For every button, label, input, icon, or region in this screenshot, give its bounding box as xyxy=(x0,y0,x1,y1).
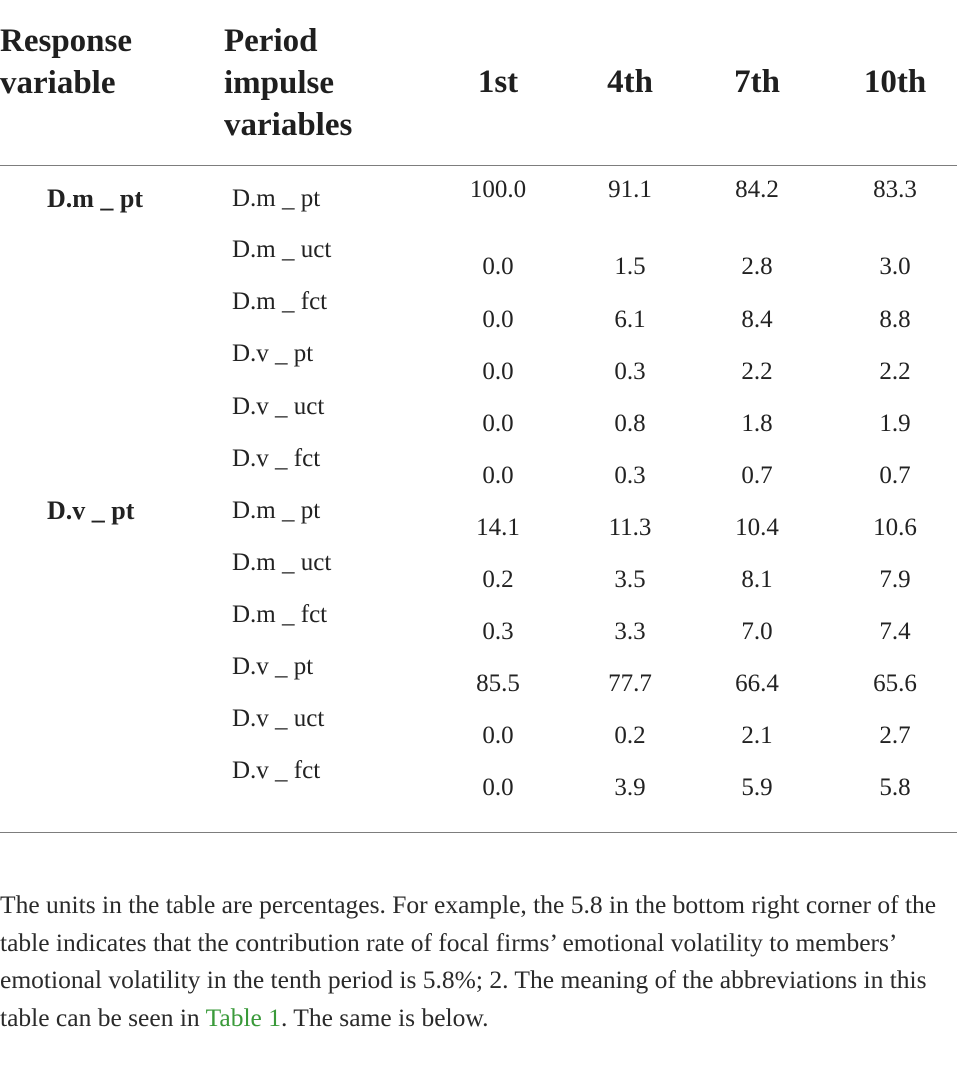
impulse-variable-cell: D.m _ pt xyxy=(232,185,321,212)
impulse-variable-cell: D.v _ fct xyxy=(232,757,321,784)
impulse-variable-cell: D.v _ pt xyxy=(232,340,314,367)
header-rule xyxy=(0,165,957,166)
impulse-variable-cell: D.m _ uct xyxy=(232,549,332,576)
value-cell: 0.0 xyxy=(482,774,514,801)
header-col-10th: 10th xyxy=(863,64,927,100)
value-cell: 2.7 xyxy=(879,722,911,749)
value-cell: 85.5 xyxy=(476,670,520,697)
value-cell: 0.0 xyxy=(482,462,514,489)
impulse-variable-cell: D.m _ pt xyxy=(232,497,321,524)
value-cell: 2.2 xyxy=(879,358,911,385)
value-cell: 11.3 xyxy=(608,514,652,541)
table-1-link[interactable]: Table 1 xyxy=(205,1002,281,1032)
value-cell: 1.9 xyxy=(879,410,911,437)
impulse-variable-cell: D.m _ uct xyxy=(232,236,332,263)
value-cell: 7.0 xyxy=(741,618,773,645)
value-cell: 2.8 xyxy=(741,253,773,280)
value-cell: 0.3 xyxy=(614,358,646,385)
value-cell: 66.4 xyxy=(735,670,779,697)
value-cell: 8.1 xyxy=(741,566,773,593)
footer-rule xyxy=(0,832,957,833)
response-variable-cell: D.v _ pt xyxy=(47,496,135,525)
header-col-4th: 4th xyxy=(607,64,653,100)
value-cell: 100.0 xyxy=(469,176,527,203)
value-cell: 7.9 xyxy=(879,566,911,593)
impulse-variable-cell: D.m _ fct xyxy=(232,288,328,315)
impulse-variable-cell: D.v _ uct xyxy=(232,705,325,732)
value-cell: 0.3 xyxy=(614,462,646,489)
header-response-variable: Response variable xyxy=(0,23,133,101)
value-cell: 0.3 xyxy=(482,618,514,645)
value-cell: 2.1 xyxy=(741,722,773,749)
response-variable-cell: D.m _ pt xyxy=(47,184,144,213)
value-cell: 65.6 xyxy=(873,670,917,697)
table-footnote xyxy=(0,886,940,1036)
value-cell: 0.2 xyxy=(614,722,646,749)
value-cell: 0.0 xyxy=(482,358,514,385)
value-cell: 0.0 xyxy=(482,253,514,280)
value-cell: 0.0 xyxy=(482,306,514,333)
footnote-text-end: . The same is below. xyxy=(280,1002,489,1032)
value-cell: 3.0 xyxy=(879,253,911,280)
value-cell: 6.1 xyxy=(614,306,646,333)
value-cell: 84.2 xyxy=(735,176,779,203)
footnote-text: The units in the table are percentages. For example, the 5.8 in the bottom right corner of the table indicates that the contribution rate of focal firms’ emotional volatility to members’ emotional volatility in the tenth period is 5.8%; 2. The meaning of the abbreviations in this table can be seen in xyxy=(0,890,937,1032)
value-cell: 83.3 xyxy=(873,176,917,203)
value-cell: 3.9 xyxy=(614,774,646,801)
value-cell: 77.7 xyxy=(608,670,652,697)
value-cell: 5.8 xyxy=(879,774,911,801)
value-cell: 8.8 xyxy=(879,306,911,333)
header-col-7th: 7th xyxy=(734,64,780,100)
value-cell: 3.5 xyxy=(614,566,646,593)
value-cell: 7.4 xyxy=(879,618,911,645)
value-cell: 5.9 xyxy=(741,774,773,801)
value-cell: 0.0 xyxy=(482,722,514,749)
value-cell: 0.2 xyxy=(482,566,514,593)
value-cell: 2.2 xyxy=(741,358,773,385)
value-cell: 91.1 xyxy=(608,176,652,203)
impulse-variable-cell: D.m _ fct xyxy=(232,601,328,628)
impulse-variable-cell: D.v _ pt xyxy=(232,653,314,680)
value-cell: 0.8 xyxy=(614,410,646,437)
header-col-1st: 1st xyxy=(477,64,519,100)
value-cell: 8.4 xyxy=(741,306,773,333)
value-cell: 10.6 xyxy=(873,514,917,541)
value-cell: 0.7 xyxy=(741,462,773,489)
value-cell: 0.7 xyxy=(879,462,911,489)
header-period-impulse-variables: Period impulse variables xyxy=(224,23,353,143)
value-cell: 0.0 xyxy=(482,410,514,437)
value-cell: 1.8 xyxy=(741,410,773,437)
value-cell: 10.4 xyxy=(735,514,779,541)
impulse-variable-cell: D.v _ uct xyxy=(232,393,325,420)
value-cell: 3.3 xyxy=(614,618,646,645)
impulse-variable-cell: D.v _ fct xyxy=(232,445,321,472)
value-cell: 1.5 xyxy=(614,253,646,280)
value-cell: 14.1 xyxy=(476,514,520,541)
